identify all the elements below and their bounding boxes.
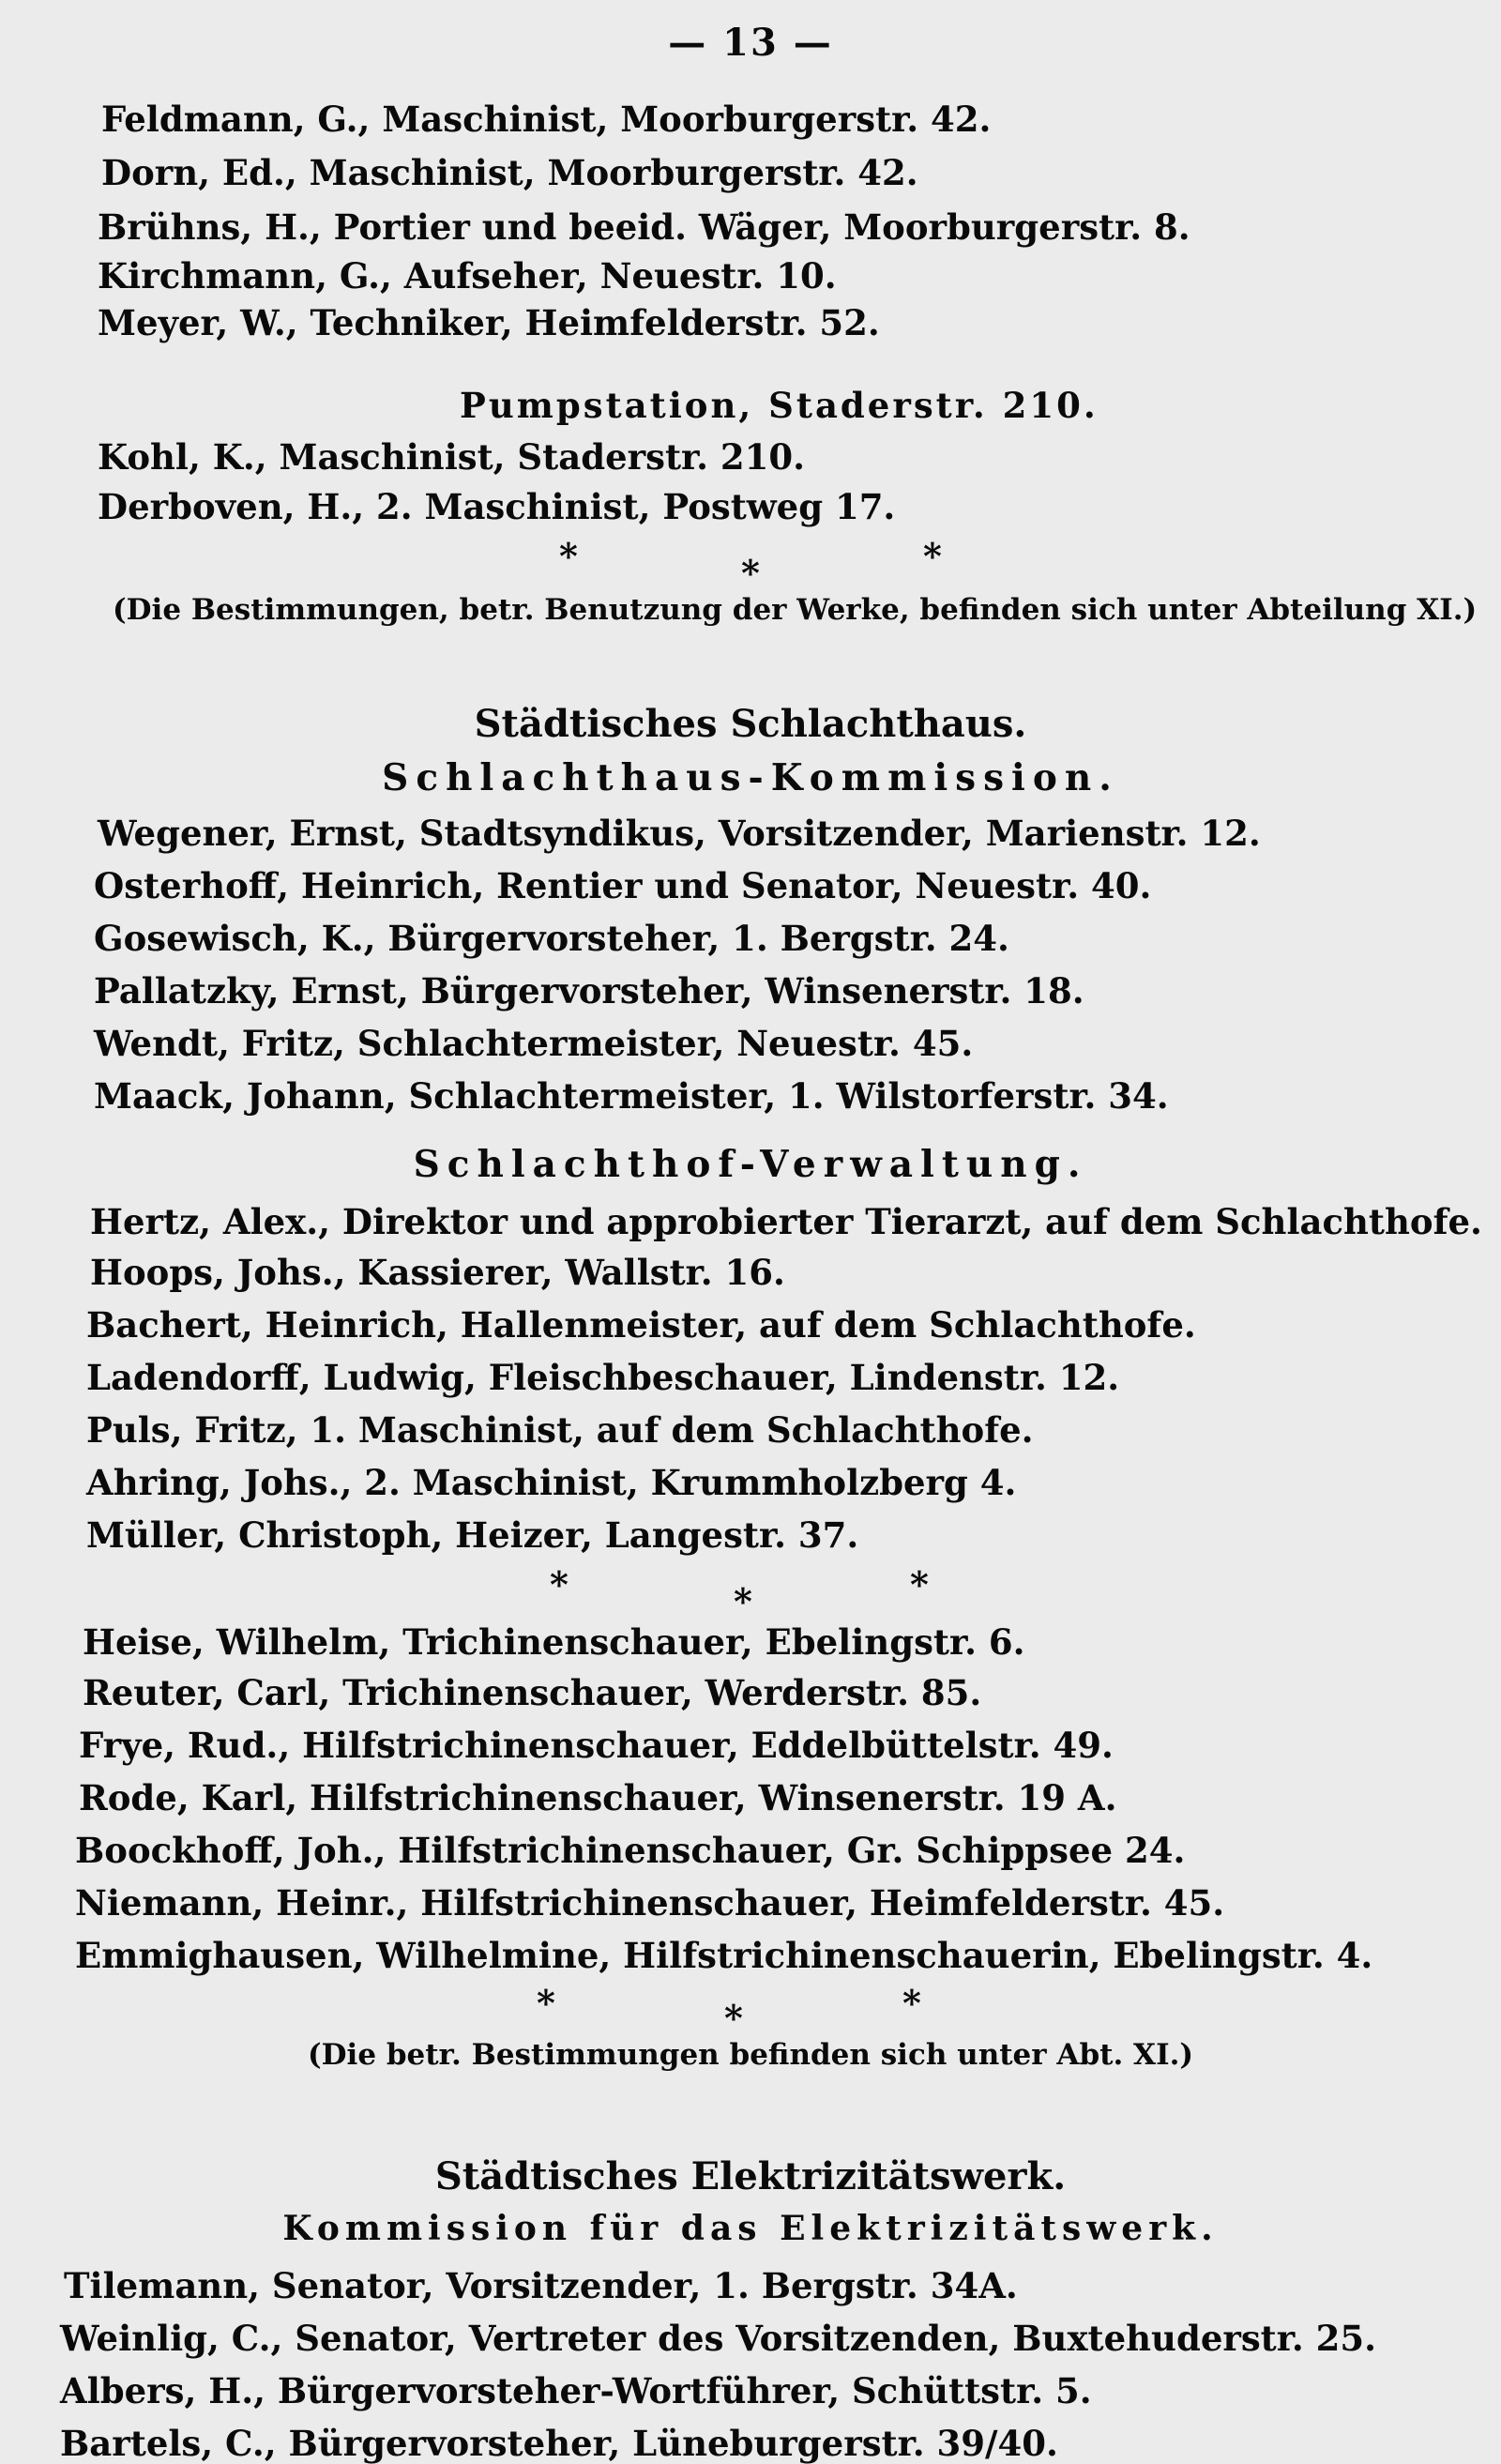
pumpstation-heading: Pumpstation, Staderstr. 210. [460, 385, 1099, 426]
list-item: Frye, Rud., Hilfstrichinenschauer, Eddelbüttelstr. 49. [79, 1725, 1114, 1766]
list-item: Heise, Wilhelm, Trichinenschauer, Ebelingstr. 6. [83, 1621, 1025, 1663]
list-item: Osterhoff, Heinrich, Rentier und Senator, Neuestr. 40. [94, 865, 1152, 906]
list-item: Bachert, Heinrich, Hallenmeister, auf dem Schlachthofe. [86, 1304, 1196, 1346]
list-item: Müller, Christoph, Heizer, Langestr. 37. [86, 1514, 859, 1556]
list-item: Bartels, C., Bürgervorsteher, Lüneburgerstr. 39/40. [60, 2423, 1058, 2464]
list-item: Reuter, Carl, Trichinenschauer, Werderstr. 85. [83, 1672, 982, 1713]
list-item: Hoops, Johs., Kassierer, Wallstr. 16. [90, 1252, 785, 1293]
list-item: Weinlig, C., Senator, Vertreter des Vorsitzenden, Buxtehuderstr. 25. [60, 2318, 1377, 2359]
list-item: Kirchmann, G., Aufseher, Neuestr. 10. [98, 255, 837, 297]
commission-heading: Kommission für das Elektrizitätswerk. [282, 2209, 1219, 2248]
list-item: Wendt, Fritz, Schlachtermeister, Neuestr. 45. [94, 1023, 974, 1064]
commission-heading: Schlachthaus-Kommission. [382, 756, 1119, 799]
list-item: Hertz, Alex., Direktor und approbierter Tierarzt, auf dem Schlachthofe. [90, 1201, 1482, 1242]
list-item: Brühns, H., Portier und beeid. Wäger, Moorburgerstr. 8. [98, 206, 1190, 248]
regulations-note: (Die Bestimmungen, betr. Benutzung der Werke, befinden sich unter Abteilung XI.) [113, 593, 1478, 627]
section-title-schlachthaus: Städtisches Schlachthaus. [474, 702, 1027, 746]
section-title-elektrizitaetswerk: Städtisches Elektrizitätswerk. [434, 2154, 1067, 2198]
list-item: Feldmann, G., Maschinist, Moorburgerstr. 42. [101, 99, 992, 140]
admin-heading: Schlachthof-Verwaltung. [413, 1143, 1088, 1186]
list-item: Puls, Fritz, 1. Maschinist, auf dem Schlachthofe. [86, 1409, 1034, 1451]
list-item: Ahring, Johs., 2. Maschinist, Krummholzberg 4. [86, 1462, 1017, 1503]
page-number: — 13 — [668, 21, 833, 65]
list-item: Gosewisch, K., Bürgervorsteher, 1. Bergstr. 24. [94, 918, 1009, 959]
list-item: Derboven, H., 2. Maschinist, Postweg 17. [98, 486, 896, 527]
list-item: Rode, Karl, Hilfstrichinenschauer, Winsenerstr. 19 A. [79, 1777, 1117, 1818]
list-item: Ladendorff, Ludwig, Fleischbeschauer, Lindenstr. 12. [86, 1357, 1120, 1398]
list-item: Emmighausen, Wilhelmine, Hilfstrichinenschauerin, Ebelingstr. 4. [75, 1935, 1373, 1976]
list-item: Pallatzky, Ernst, Bürgervorsteher, Winsenerstr. 18. [94, 970, 1084, 1011]
list-item: Meyer, W., Techniker, Heimfelderstr. 52. [98, 302, 880, 343]
list-item: Dorn, Ed., Maschinist, Moorburgerstr. 42. [101, 152, 918, 193]
separator-stars: * * * [559, 535, 942, 594]
list-item: Albers, H., Bürgervorsteher-Wortführer, Schüttstr. 5. [60, 2370, 1092, 2411]
separator-stars: * * * [550, 1563, 929, 1622]
list-item: Maack, Johann, Schlachtermeister, 1. Wilstorferstr. 34. [94, 1075, 1169, 1117]
list-item: Kohl, K., Maschinist, Staderstr. 210. [98, 436, 806, 478]
list-item: Boockhoff, Joh., Hilfstrichinenschauer, Gr. Schippsee 24. [75, 1830, 1186, 1871]
list-item: Wegener, Ernst, Stadtsyndikus, Vorsitzender, Marienstr. 12. [98, 813, 1261, 854]
separator-stars: * * * [537, 1982, 921, 2039]
list-item: Niemann, Heinr., Hilfstrichinenschauer, Heimfelderstr. 45. [75, 1882, 1225, 1924]
list-item: Tilemann, Senator, Vorsitzender, 1. Bergstr. 34A. [64, 2265, 1018, 2306]
regulations-note: (Die betr. Bestimmungen befinden sich unter Abt. XI.) [308, 2038, 1194, 2072]
